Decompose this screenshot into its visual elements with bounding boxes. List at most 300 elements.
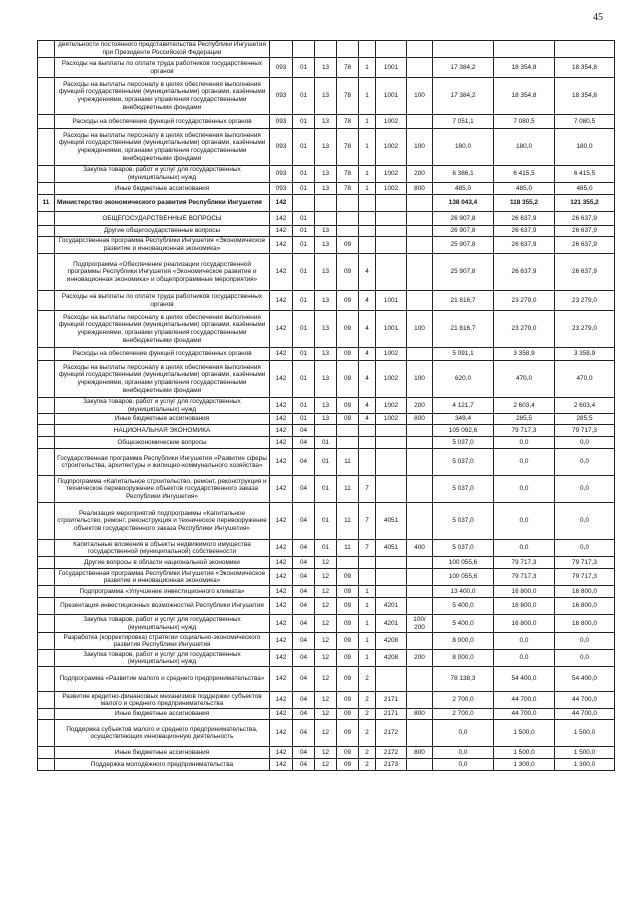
amount-cell: 2 603,4 [494, 398, 555, 414]
amount-cell: 1 500,0 [494, 720, 555, 747]
ved-code-cell: 142 [270, 503, 293, 540]
amount-cell: 5 037,0 [433, 476, 494, 503]
subprogram-code-cell: 1 [359, 166, 376, 183]
program-code-cell: 78 [337, 78, 359, 115]
direction-code-cell: 4051 [376, 503, 407, 540]
expense-type-cell [407, 667, 433, 692]
section-code-cell: 01 [293, 115, 315, 129]
ved-code-cell: 093 [270, 115, 293, 129]
subsection-code-cell: 01 [315, 540, 337, 557]
table-row [38, 720, 615, 747]
direction-code-cell [376, 449, 407, 476]
section-code-cell: 04 [293, 692, 315, 709]
direction-code-cell: 1002 [376, 183, 407, 195]
amount-cell: 26 637,9 [494, 226, 555, 237]
ved-code-cell: 142 [270, 348, 293, 361]
amount-cell [494, 41, 555, 58]
amount-cell: 79 717,3 [494, 425, 555, 437]
direction-code-cell [376, 569, 407, 586]
row-number-cell [38, 361, 55, 398]
table-row [38, 437, 615, 449]
amount-cell: 118 355,2 [494, 195, 555, 212]
table-row [38, 115, 615, 129]
expense-type-cell [407, 598, 433, 615]
amount-cell: 18 354,8 [494, 78, 555, 115]
row-number-cell [38, 720, 55, 747]
subsection-code-cell: 13 [315, 226, 337, 237]
amount-cell: 18 354,8 [555, 58, 615, 78]
amount-cell: 0,0 [494, 503, 555, 540]
amount-cell: 23 279,0 [494, 311, 555, 348]
subprogram-code-cell: 4 [359, 361, 376, 398]
amount-cell: 105 092,6 [433, 425, 494, 437]
table-row [38, 692, 615, 709]
section-code-cell: 01 [293, 58, 315, 78]
row-number-cell [38, 586, 55, 598]
direction-code-cell: 2173 [376, 759, 407, 771]
direction-code-cell: 1002 [376, 166, 407, 183]
amount-cell: 0,0 [494, 449, 555, 476]
direction-code-cell: 4051 [376, 540, 407, 557]
budget-table [37, 40, 615, 771]
subprogram-code-cell [359, 425, 376, 437]
ved-code-cell: 142 [270, 586, 293, 598]
ved-code-cell: 142 [270, 759, 293, 771]
amount-cell: 44 700,0 [494, 692, 555, 709]
program-code-cell: 09 [337, 615, 359, 633]
direction-code-cell: 1002 [376, 361, 407, 398]
row-number-cell [38, 398, 55, 414]
amount-cell: 1 500,0 [494, 747, 555, 759]
program-code-cell: 09 [337, 569, 359, 586]
section-code-cell: 01 [293, 254, 315, 291]
amount-cell: 0,0 [494, 650, 555, 667]
direction-code-cell [376, 437, 407, 449]
amount-cell: 1 300,0 [555, 759, 615, 771]
row-number-cell [38, 237, 55, 254]
amount-cell: 21 816,7 [433, 291, 494, 311]
ved-code-cell: 142 [270, 226, 293, 237]
amount-cell: 180,0 [494, 129, 555, 166]
row-name-cell: Закупка товаров, работ и услуг для государственных (муниципальных) нужд [55, 650, 270, 667]
ved-code-cell: 142 [270, 667, 293, 692]
table-row [38, 311, 615, 348]
program-code-cell [337, 195, 359, 212]
amount-cell: 7 080,5 [555, 115, 615, 129]
row-name-cell: Закупка товаров, работ и услуг для государственных (муниципальных) нужд [55, 398, 270, 414]
ved-code-cell: 142 [270, 720, 293, 747]
table-row [38, 569, 615, 586]
amount-cell: 0,0 [494, 540, 555, 557]
row-number-cell [38, 414, 55, 425]
subsection-code-cell: 12 [315, 692, 337, 709]
expense-type-cell [407, 254, 433, 291]
section-code-cell: 04 [293, 747, 315, 759]
subsection-code-cell: 01 [315, 449, 337, 476]
expense-type-cell [407, 557, 433, 569]
expense-type-cell: 100 [407, 129, 433, 166]
ved-code-cell: 142 [270, 540, 293, 557]
row-name-cell: Презентация инвестиционных возможностей Республики Ингушетия [55, 598, 270, 615]
row-name-cell: Подпрограмма «Развитие малого и среднего предпринимательства» [55, 667, 270, 692]
subsection-code-cell: 13 [315, 129, 337, 166]
amount-cell: 13 400,0 [433, 586, 494, 598]
expense-type-cell [407, 291, 433, 311]
expense-type-cell [407, 633, 433, 650]
amount-cell: 16 800,0 [494, 598, 555, 615]
table-row [38, 650, 615, 667]
row-number-cell [38, 476, 55, 503]
amount-cell: 485,0 [433, 183, 494, 195]
subsection-code-cell: 12 [315, 709, 337, 720]
subprogram-code-cell: 2 [359, 709, 376, 720]
amount-cell: 26 637,9 [494, 212, 555, 226]
ved-code-cell: 142 [270, 476, 293, 503]
table-row [38, 747, 615, 759]
expense-type-cell [407, 503, 433, 540]
subsection-code-cell: 12 [315, 615, 337, 633]
amount-cell: 17 384,2 [433, 58, 494, 78]
section-code-cell: 01 [293, 237, 315, 254]
subprogram-code-cell: 4 [359, 254, 376, 291]
amount-cell: 7 051,1 [433, 115, 494, 129]
table-row [38, 226, 615, 237]
subprogram-code-cell: 2 [359, 667, 376, 692]
direction-code-cell [376, 557, 407, 569]
amount-cell: 79 717,3 [494, 569, 555, 586]
subprogram-code-cell: 1 [359, 129, 376, 166]
program-code-cell: 09 [337, 398, 359, 414]
subprogram-code-cell: 1 [359, 183, 376, 195]
row-number-cell [38, 615, 55, 633]
program-code-cell: 78 [337, 183, 359, 195]
ved-code-cell: 142 [270, 650, 293, 667]
ved-code-cell: 142 [270, 195, 293, 212]
row-name-cell: Закупка товаров, работ и услуг для государственных (муниципальных) нужд [55, 615, 270, 633]
subprogram-code-cell [359, 212, 376, 226]
amount-cell: 44 700,0 [555, 692, 615, 709]
subsection-code-cell: 12 [315, 667, 337, 692]
subprogram-code-cell: 4 [359, 311, 376, 348]
direction-code-cell: 2172 [376, 747, 407, 759]
amount-cell: 54 400,0 [555, 667, 615, 692]
amount-cell: 44 700,0 [494, 709, 555, 720]
program-code-cell [337, 557, 359, 569]
program-code-cell [337, 425, 359, 437]
row-name-cell: Поддержка субъектов малого и среднего предпринимательства, осуществляющих инновационную деятельность [55, 720, 270, 747]
table-row [38, 667, 615, 692]
section-code-cell: 04 [293, 650, 315, 667]
row-number-cell [38, 692, 55, 709]
amount-cell: 5 400,0 [433, 615, 494, 633]
ved-code-cell: 142 [270, 291, 293, 311]
amount-cell: 25 907,8 [433, 237, 494, 254]
program-code-cell: 09 [337, 759, 359, 771]
row-name-cell: Капитальные вложения в объекты недвижимого имущества государственной (муниципальной) собственности [55, 540, 270, 557]
direction-code-cell: 1002 [376, 398, 407, 414]
amount-cell: 180,0 [433, 129, 494, 166]
row-number-cell [38, 226, 55, 237]
subsection-code-cell: 12 [315, 650, 337, 667]
table-row [38, 425, 615, 437]
amount-cell: 4 121,7 [433, 398, 494, 414]
section-code-cell: 01 [293, 183, 315, 195]
expense-type-cell [407, 41, 433, 58]
section-code-cell: 04 [293, 425, 315, 437]
amount-cell: 1 300,0 [494, 759, 555, 771]
amount-cell [555, 41, 615, 58]
program-code-cell [337, 41, 359, 58]
row-name-cell: ОБЩЕГОСУДАРСТВЕННЫЕ ВОПРОСЫ [55, 212, 270, 226]
expense-type-cell [407, 212, 433, 226]
amount-cell: 26 637,9 [494, 237, 555, 254]
amount-cell: 79 717,3 [555, 425, 615, 437]
subprogram-code-cell [359, 557, 376, 569]
program-code-cell: 09 [337, 237, 359, 254]
row-number-cell [38, 78, 55, 115]
amount-cell: 26 637,9 [555, 237, 615, 254]
expense-type-cell: 400 [407, 540, 433, 557]
program-code-cell: 09 [337, 361, 359, 398]
amount-cell: 16 800,0 [494, 586, 555, 598]
subsection-code-cell [315, 41, 337, 58]
subprogram-code-cell: 2 [359, 747, 376, 759]
subprogram-code-cell: 1 [359, 58, 376, 78]
subsection-code-cell: 13 [315, 78, 337, 115]
subsection-code-cell: 13 [315, 311, 337, 348]
amount-cell: 121 355,2 [555, 195, 615, 212]
ved-code-cell: 142 [270, 633, 293, 650]
expense-type-cell: 800 [407, 747, 433, 759]
row-number-cell [38, 425, 55, 437]
row-number-cell [38, 41, 55, 58]
table-row [38, 615, 615, 633]
amount-cell: 17 384,2 [433, 78, 494, 115]
amount-cell: 26 637,9 [555, 226, 615, 237]
row-name-cell: Разработка (корректировка) стратегии социально-экономического развития Республики Ингушетия [55, 633, 270, 650]
amount-cell: 7 080,5 [494, 115, 555, 129]
section-code-cell: 04 [293, 709, 315, 720]
row-name-cell: Государственная программа Республики Ингушетия «Развитие сферы строительства, архитектуры и жилищно-коммунального хозяйства» [55, 449, 270, 476]
program-code-cell: 09 [337, 667, 359, 692]
ved-code-cell: 142 [270, 569, 293, 586]
row-name-cell: Министерство экономического развития Республики Ингушетия [55, 195, 270, 212]
section-code-cell: 04 [293, 476, 315, 503]
row-name-cell: Развитие кредитно-финансовых механизмов поддержки субъектов малого и среднего предпринимательства [55, 692, 270, 709]
row-name-cell: Общеэкономические вопросы [55, 437, 270, 449]
subsection-code-cell: 12 [315, 557, 337, 569]
amount-cell: 44 700,0 [555, 709, 615, 720]
amount-cell: 26 907,8 [433, 212, 494, 226]
subsection-code-cell: 12 [315, 598, 337, 615]
row-name-cell: Расходы на выплаты персоналу в целях обеспечения выполнения функций государственными (муниципальными) органами, казёнными учреждениями, органами управления государственными внебюджетными фондами [55, 129, 270, 166]
table-row [38, 633, 615, 650]
section-code-cell: 04 [293, 557, 315, 569]
direction-code-cell: 1002 [376, 348, 407, 361]
row-number-cell [38, 747, 55, 759]
subsection-code-cell [315, 425, 337, 437]
program-code-cell: 09 [337, 650, 359, 667]
ved-code-cell: 093 [270, 166, 293, 183]
table-row [38, 476, 615, 503]
ved-code-cell: 142 [270, 709, 293, 720]
section-code-cell: 04 [293, 503, 315, 540]
amount-cell: 18 354,8 [555, 78, 615, 115]
expense-type-cell [407, 58, 433, 78]
ved-code-cell: 093 [270, 78, 293, 115]
expense-type-cell [407, 476, 433, 503]
subsection-code-cell: 12 [315, 759, 337, 771]
subsection-code-cell: 13 [315, 58, 337, 78]
program-code-cell: 09 [337, 633, 359, 650]
ved-code-cell: 142 [270, 361, 293, 398]
amount-cell: 6 415,5 [555, 166, 615, 183]
amount-cell: 5 400,0 [433, 598, 494, 615]
subprogram-code-cell: 2 [359, 759, 376, 771]
amount-cell: 0,0 [433, 759, 494, 771]
section-code-cell: 04 [293, 667, 315, 692]
direction-code-cell [376, 476, 407, 503]
subsection-code-cell: 13 [315, 291, 337, 311]
direction-code-cell [376, 425, 407, 437]
program-code-cell [337, 437, 359, 449]
section-code-cell: 04 [293, 540, 315, 557]
expense-type-cell [407, 586, 433, 598]
ved-code-cell: 142 [270, 425, 293, 437]
direction-code-cell [376, 226, 407, 237]
amount-cell: 0,0 [433, 720, 494, 747]
direction-code-cell: 4208 [376, 633, 407, 650]
table-row [38, 540, 615, 557]
amount-cell: 26 637,9 [555, 212, 615, 226]
table-row [38, 598, 615, 615]
row-name-cell: Иные бюджетные ассигнования [55, 414, 270, 425]
subprogram-code-cell [359, 569, 376, 586]
program-code-cell [337, 226, 359, 237]
table-row [38, 78, 615, 115]
amount-cell: 0,0 [555, 437, 615, 449]
section-code-cell: 04 [293, 586, 315, 598]
amount-cell: 138 043,4 [433, 195, 494, 212]
row-number-cell [38, 667, 55, 692]
subprogram-code-cell: 4 [359, 348, 376, 361]
amount-cell: 0,0 [433, 747, 494, 759]
section-code-cell: 04 [293, 437, 315, 449]
row-name-cell: Расходы на обеспечение функций государственных органов [55, 348, 270, 361]
table-row [38, 195, 615, 212]
page-number: 45 [593, 12, 603, 23]
program-code-cell: 09 [337, 586, 359, 598]
table-row [38, 58, 615, 78]
table-row [38, 237, 615, 254]
expense-type-cell: 100 [407, 311, 433, 348]
direction-code-cell: 4201 [376, 598, 407, 615]
expense-type-cell [407, 449, 433, 476]
subprogram-code-cell [359, 226, 376, 237]
expense-type-cell: 200 [407, 398, 433, 414]
table-row [38, 503, 615, 540]
row-name-cell: Иные бюджетные ассигнования [55, 183, 270, 195]
program-code-cell: 09 [337, 692, 359, 709]
expense-type-cell: 200 [407, 650, 433, 667]
amount-cell: 6 386,1 [433, 166, 494, 183]
section-code-cell: 01 [293, 212, 315, 226]
direction-code-cell: 2172 [376, 720, 407, 747]
amount-cell: 470,0 [494, 361, 555, 398]
table-row [38, 183, 615, 195]
expense-type-cell: 200 [407, 166, 433, 183]
table-row [38, 166, 615, 183]
subprogram-code-cell: 2 [359, 692, 376, 709]
section-code-cell [293, 195, 315, 212]
amount-cell: 23 279,0 [555, 291, 615, 311]
amount-cell: 6 415,5 [494, 166, 555, 183]
row-number-cell [38, 437, 55, 449]
section-code-cell: 04 [293, 615, 315, 633]
amount-cell: 485,0 [494, 183, 555, 195]
subprogram-code-cell [359, 449, 376, 476]
row-number-cell [38, 650, 55, 667]
section-code-cell: 01 [293, 414, 315, 425]
row-name-cell: Закупка товаров, работ и услуг для государственных (муниципальных) нужд [55, 166, 270, 183]
subprogram-code-cell: 7 [359, 503, 376, 540]
amount-cell: 26 907,8 [433, 226, 494, 237]
direction-code-cell [376, 41, 407, 58]
section-code-cell: 01 [293, 78, 315, 115]
row-number-cell: 11 [38, 195, 55, 212]
subprogram-code-cell [359, 237, 376, 254]
expense-type-cell: 100/ 200 [407, 615, 433, 633]
expense-type-cell [407, 759, 433, 771]
row-name-cell: деятельности постоянного представительства Республики Ингушетия при Президенте Российской Федерации [55, 41, 270, 58]
row-number-cell [38, 291, 55, 311]
table-row [38, 212, 615, 226]
amount-cell: 3 358,9 [494, 348, 555, 361]
subprogram-code-cell: 1 [359, 598, 376, 615]
section-code-cell: 04 [293, 720, 315, 747]
section-code-cell: 01 [293, 361, 315, 398]
subsection-code-cell: 13 [315, 414, 337, 425]
amount-cell: 285,5 [494, 414, 555, 425]
subprogram-code-cell: 1 [359, 615, 376, 633]
program-code-cell: 11 [337, 540, 359, 557]
row-number-cell [38, 633, 55, 650]
expense-type-cell [407, 437, 433, 449]
direction-code-cell: 4208 [376, 650, 407, 667]
row-name-cell: Расходы на выплаты по оплате труда работников государственных органов [55, 58, 270, 78]
table-row [38, 759, 615, 771]
amount-cell: 5 037,0 [433, 449, 494, 476]
row-number-cell [38, 254, 55, 291]
amount-cell: 620,0 [433, 361, 494, 398]
ved-code-cell: 142 [270, 237, 293, 254]
row-number-cell [38, 503, 55, 540]
amount-cell: 0,0 [494, 437, 555, 449]
program-code-cell [337, 212, 359, 226]
subprogram-code-cell: 1 [359, 650, 376, 667]
row-name-cell: Расходы на выплаты персоналу в целях обеспечения выполнения функций государственными (муниципальными) органами, казёнными учреждениями, органами управления государственными внебюджетными фондами [55, 361, 270, 398]
subprogram-code-cell: 7 [359, 476, 376, 503]
program-code-cell: 78 [337, 115, 359, 129]
subsection-code-cell: 12 [315, 633, 337, 650]
table-row [38, 449, 615, 476]
subsection-code-cell: 13 [315, 398, 337, 414]
direction-code-cell [376, 586, 407, 598]
amount-cell: 100 055,6 [433, 569, 494, 586]
row-number-cell [38, 709, 55, 720]
section-code-cell: 01 [293, 291, 315, 311]
amount-cell: 18 354,8 [494, 58, 555, 78]
